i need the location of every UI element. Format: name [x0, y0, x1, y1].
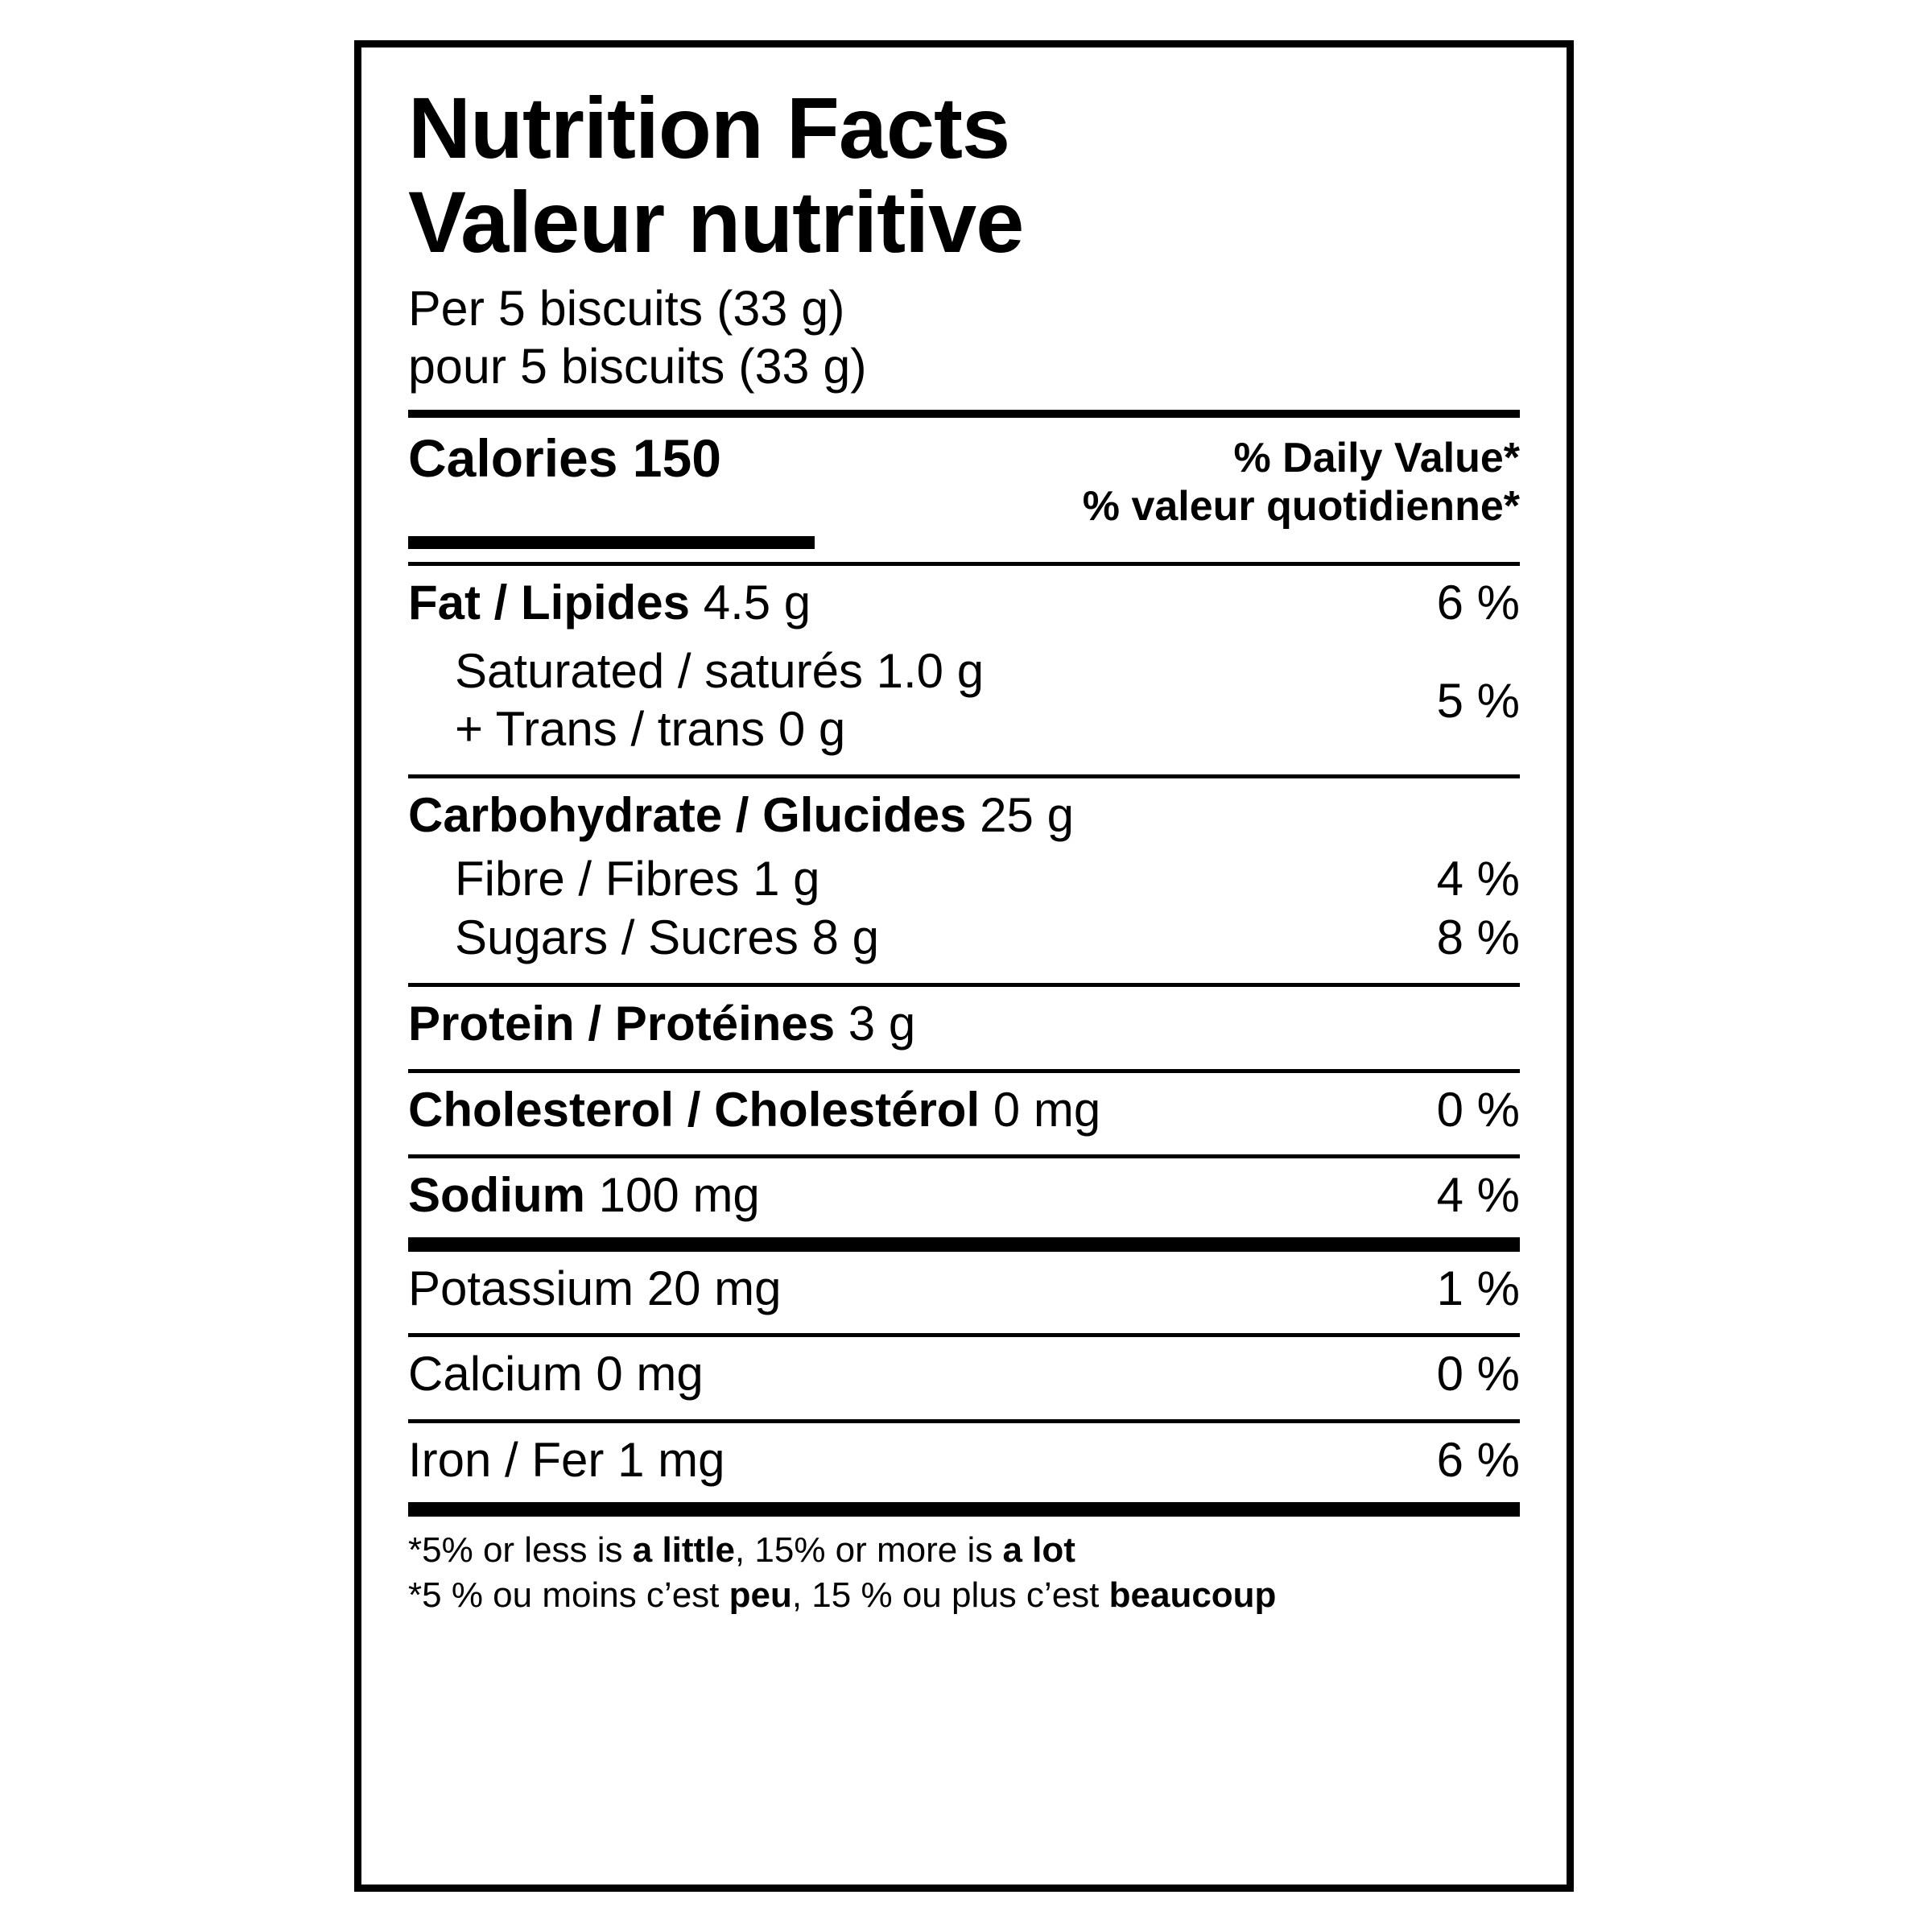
sodium-value: 100 mg — [585, 1168, 760, 1223]
divider-under-serving — [408, 410, 1520, 418]
calories-underline — [408, 536, 815, 549]
potassium-percent: 1 % — [1436, 1261, 1520, 1315]
footnote-fr-beaucoup: beaucoup — [1108, 1575, 1277, 1615]
row-protein — [408, 987, 1520, 1059]
footnote-fr-pre: *5 % ou moins c’est — [408, 1575, 729, 1615]
trans-label: + Trans / trans 0 g — [455, 702, 846, 757]
protein-value: 3 g — [835, 996, 916, 1051]
daily-value-english: % Daily Value* — [1233, 434, 1520, 481]
title-english: Nutrition Facts — [408, 79, 1010, 176]
calories-label: Calories 150 — [408, 427, 721, 488]
row-saturated-trans — [408, 638, 1520, 765]
sugars-percent: 8 % — [1436, 910, 1520, 965]
footnote-en-pre: *5% or less is — [408, 1530, 633, 1570]
row-iron — [408, 1423, 1520, 1496]
footnote-en-mid: , 15% or more is — [734, 1530, 1003, 1570]
serving-size-english: Per 5 biscuits (33 g) — [408, 281, 845, 336]
calcium-label: Calcium 0 mg — [408, 1347, 704, 1402]
divider-above-minerals — [408, 1237, 1520, 1252]
daily-value-header — [1083, 429, 1520, 531]
row-fibre — [408, 851, 1520, 909]
row-cholesterol — [408, 1073, 1520, 1146]
fibre-label: Fibre / Fibres 1 g — [455, 851, 820, 906]
fat-label: Fat / Lipides — [408, 575, 691, 630]
cholesterol-percent: 0 % — [1436, 1082, 1520, 1137]
row-carbohydrate — [408, 778, 1520, 851]
fibre-percent: 4 % — [1436, 851, 1520, 906]
footnote-french — [408, 1573, 1520, 1618]
footnote-fr-mid: , 15 % ou plus c’est — [791, 1575, 1109, 1615]
row-potassium — [408, 1252, 1520, 1324]
serving-size-french: pour 5 biscuits (33 g) — [408, 338, 867, 394]
daily-value-french: % valeur quotidienne* — [1082, 483, 1520, 530]
footnote-english — [408, 1528, 1520, 1573]
fat-value: 4.5 g — [690, 575, 811, 630]
cholesterol-value: 0 mg — [980, 1082, 1101, 1137]
carbohydrate-label: Carbohydrate / Glucides — [408, 788, 967, 843]
row-fat — [408, 566, 1520, 638]
iron-label: Iron / Fer 1 mg — [408, 1432, 725, 1487]
footnote-en-little: a little — [632, 1530, 735, 1570]
footnote-fr-peu: peu — [729, 1575, 792, 1615]
footnote-block — [408, 1517, 1520, 1619]
potassium-label: Potassium 20 mg — [408, 1261, 782, 1315]
protein-label: Protein / Protéines — [408, 996, 836, 1051]
saturated-label: Saturated / saturés 1.0 g — [455, 644, 985, 699]
sugars-label: Sugars / Sucres 8 g — [455, 910, 879, 965]
row-calcium — [408, 1337, 1520, 1410]
sodium-percent: 4 % — [1436, 1168, 1520, 1223]
saturated-trans-percent: 5 % — [1436, 673, 1520, 728]
row-sodium — [408, 1158, 1520, 1231]
fat-percent: 6 % — [1436, 575, 1520, 630]
divider-above-footnote — [408, 1502, 1520, 1517]
cholesterol-label: Cholesterol / Cholestérol — [408, 1082, 980, 1137]
sodium-label: Sodium — [408, 1168, 585, 1223]
iron-percent: 6 % — [1436, 1432, 1520, 1487]
row-sugars — [408, 908, 1520, 973]
title-french: Valeur nutritive — [408, 172, 1024, 270]
nutrition-facts-panel — [354, 40, 1574, 1892]
footnote-en-alot: a lot — [1002, 1530, 1075, 1570]
carbohydrate-value: 25 g — [966, 788, 1074, 843]
calcium-percent: 0 % — [1436, 1347, 1520, 1402]
calories-row — [408, 418, 1520, 531]
